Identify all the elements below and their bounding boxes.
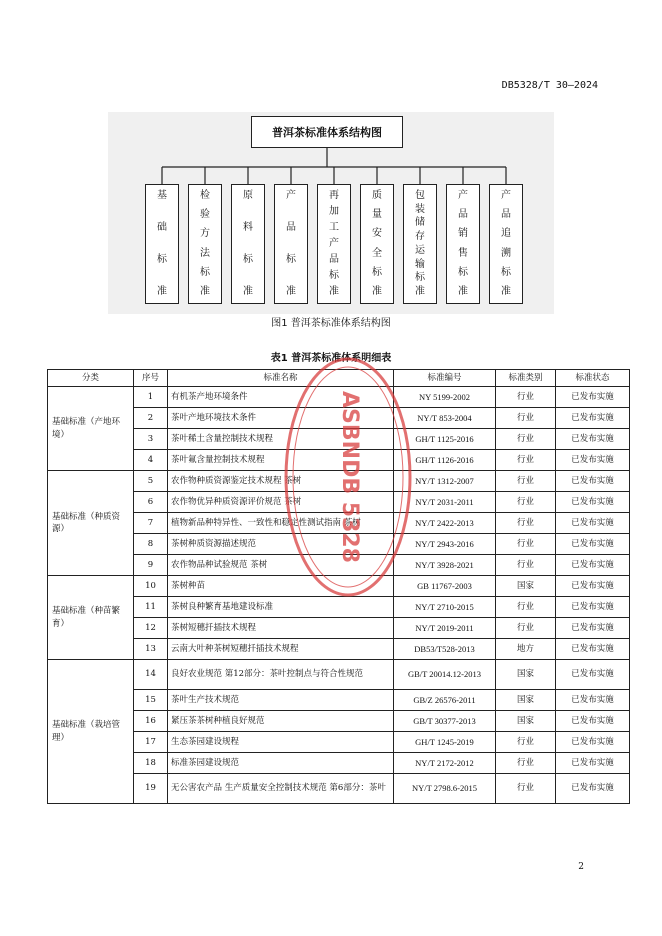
- code-cell: GH/T 1125-2016: [394, 429, 496, 450]
- diagram-child-box: [145, 184, 179, 304]
- status-cell: 已发布实施: [556, 618, 630, 639]
- diagram-child-char: 标: [157, 254, 167, 265]
- seq-cell: 2: [134, 408, 168, 429]
- name-cell: 茶树种苗: [168, 576, 394, 597]
- table-row: [48, 450, 630, 471]
- code-cell: GB/Z 26576-2011: [394, 690, 496, 711]
- diagram-child-char: 溯: [501, 247, 511, 259]
- status-cell: 已发布实施: [556, 429, 630, 450]
- diagram-child-char: 产: [286, 190, 296, 201]
- type-cell: 行业: [496, 534, 556, 555]
- table-row: [48, 660, 630, 690]
- type-cell: 行业: [496, 753, 556, 774]
- type-cell: 行业: [496, 471, 556, 492]
- diagram-child-char: 量: [372, 209, 382, 221]
- seq-cell: 9: [134, 555, 168, 576]
- seq-cell: 8: [134, 534, 168, 555]
- diagram-child-char: 料: [243, 222, 253, 233]
- table-caption: 表1 普洱茶标准体系明细表: [270, 353, 392, 364]
- status-cell: 已发布实施: [556, 450, 630, 471]
- seq-cell: 3: [134, 429, 168, 450]
- diagram-child-char: 标: [458, 266, 468, 278]
- diagram-child-char: 再: [329, 190, 339, 201]
- table-row: [48, 492, 630, 513]
- diagram-child-char: 产: [458, 190, 468, 201]
- category-cell: 基础标准（产地环境）: [48, 387, 134, 471]
- code-cell: NY/T 2422-2013: [394, 513, 496, 534]
- status-cell: 已发布实施: [556, 690, 630, 711]
- diagram-child-char: 检: [200, 190, 210, 201]
- diagram-child-char: 准: [286, 286, 296, 297]
- name-cell: 农作物品种试验规范 茶树: [168, 555, 394, 576]
- table-row: [48, 387, 630, 408]
- table-row: [48, 711, 630, 732]
- diagram-child-char: 包: [415, 190, 425, 201]
- table-row: [48, 732, 630, 753]
- code-cell: GB 11767-2003: [394, 576, 496, 597]
- code-cell: NY/T 3928-2021: [394, 555, 496, 576]
- status-cell: 已发布实施: [556, 753, 630, 774]
- diagram-child-char: 准: [157, 286, 167, 297]
- diagram-child-char: 准: [329, 286, 339, 297]
- diagram-child-char: 标: [243, 254, 253, 265]
- table-row: [48, 690, 630, 711]
- diagram-child-char: 原: [243, 190, 253, 201]
- seq-cell: 4: [134, 450, 168, 471]
- diagram-child-char: 储: [415, 217, 425, 229]
- status-cell: 已发布实施: [556, 492, 630, 513]
- diagram-child-char: 标: [415, 272, 425, 284]
- header-name: 标准名称: [168, 370, 394, 387]
- structure-diagram: [108, 112, 554, 314]
- name-cell: 植物新品种特异性、一致性和稳定性测试指南 茶树: [168, 513, 394, 534]
- table-row: [48, 555, 630, 576]
- diagram-child-char: 存: [415, 231, 425, 243]
- type-cell: 国家: [496, 576, 556, 597]
- diagram-child-box: [360, 184, 394, 304]
- code-cell: NY/T 2710-2015: [394, 597, 496, 618]
- code-cell: GB/T 20014.12-2013: [394, 660, 496, 690]
- status-cell: 已发布实施: [556, 711, 630, 732]
- code-cell: NY/T 853-2004: [394, 408, 496, 429]
- status-cell: 已发布实施: [556, 387, 630, 408]
- diagram-child-char: 工: [329, 222, 339, 233]
- code-cell: GH/T 1245-2019: [394, 732, 496, 753]
- seq-cell: 16: [134, 711, 168, 732]
- seq-cell: 19: [134, 774, 168, 804]
- header-category: 分类: [48, 370, 134, 387]
- category-cell: 基础标准（种质资源）: [48, 471, 134, 576]
- type-cell: 行业: [496, 429, 556, 450]
- diagram-child-char: 准: [372, 285, 382, 297]
- name-cell: 茶树短穗扦插技术规程: [168, 618, 394, 639]
- status-cell: 已发布实施: [556, 597, 630, 618]
- seq-cell: 10: [134, 576, 168, 597]
- diagram-child-box: [446, 184, 480, 304]
- diagram-child-char: 标: [200, 266, 210, 278]
- status-cell: 已发布实施: [556, 555, 630, 576]
- diagram-child-char: 准: [415, 285, 425, 297]
- svg-text:ASBNDB 5328: ASBNDB 5328: [337, 391, 362, 563]
- diagram-child-char: 准: [200, 285, 210, 297]
- name-cell: 茶树种质资源描述规范: [168, 534, 394, 555]
- seq-cell: 11: [134, 597, 168, 618]
- diagram-child-char: 标: [372, 266, 382, 278]
- code-cell: NY/T 2943-2016: [394, 534, 496, 555]
- diagram-child-box: [188, 184, 222, 304]
- status-cell: 已发布实施: [556, 774, 630, 804]
- name-cell: 茶叶产地环境技术条件: [168, 408, 394, 429]
- name-cell: 云南大叶种茶树短穗扦插技术规程: [168, 639, 394, 660]
- status-cell: 已发布实施: [556, 408, 630, 429]
- name-cell: 农作物优异种质资源评价规范 茶树: [168, 492, 394, 513]
- seq-cell: 12: [134, 618, 168, 639]
- diagram-child-char: 品: [329, 254, 339, 265]
- name-cell: 紧压茶茶树种植良好规范: [168, 711, 394, 732]
- type-cell: 行业: [496, 408, 556, 429]
- page-number: 2: [578, 862, 584, 872]
- table-row: [48, 597, 630, 618]
- document-code: DB5328/T 30—2024: [501, 80, 598, 91]
- type-cell: 行业: [496, 732, 556, 753]
- name-cell: 标准茶园建设规范: [168, 753, 394, 774]
- diagram-child-char: 安: [372, 228, 382, 240]
- diagram-child-char: 基: [157, 190, 167, 201]
- status-cell: 已发布实施: [556, 534, 630, 555]
- table-row: [48, 408, 630, 429]
- diagram-child-char: 准: [501, 285, 511, 297]
- diagram-child-char: 输: [415, 258, 425, 270]
- code-cell: NY/T 2798.6-2015: [394, 774, 496, 804]
- diagram-child-char: 售: [458, 247, 468, 259]
- table-row: [48, 513, 630, 534]
- status-cell: 已发布实施: [556, 471, 630, 492]
- diagram-child-char: 产: [501, 190, 511, 201]
- seq-cell: 6: [134, 492, 168, 513]
- seq-cell: 15: [134, 690, 168, 711]
- diagram-child-box: [317, 184, 351, 304]
- type-cell: 行业: [496, 555, 556, 576]
- diagram-child-box: [489, 184, 523, 304]
- code-cell: NY/T 1312-2007: [394, 471, 496, 492]
- name-cell: 茶树良种繁育基地建设标准: [168, 597, 394, 618]
- diagram-child-char: 准: [458, 285, 468, 297]
- diagram-child-char: 追: [501, 228, 511, 240]
- type-cell: 行业: [496, 492, 556, 513]
- type-cell: 国家: [496, 660, 556, 690]
- category-cell: 基础标准（种苗繁育）: [48, 576, 134, 660]
- name-cell: 良好农业规范 第12部分：茶叶控制点与符合性规范: [168, 660, 394, 690]
- code-cell: DB53/T528-2013: [394, 639, 496, 660]
- code-cell: GB/T 30377-2013: [394, 711, 496, 732]
- diagram-child-char: 品: [458, 209, 468, 221]
- diagram-child-box: [403, 184, 437, 304]
- status-cell: 已发布实施: [556, 513, 630, 534]
- diagram-child-char: 础: [157, 222, 167, 233]
- code-cell: NY/T 2019-2011: [394, 618, 496, 639]
- code-cell: NY/T 2031-2011: [394, 492, 496, 513]
- type-cell: 地方: [496, 639, 556, 660]
- type-cell: 国家: [496, 690, 556, 711]
- name-cell: 茶叶生产技术规范: [168, 690, 394, 711]
- seq-cell: 5: [134, 471, 168, 492]
- diagram-child-char: 运: [415, 244, 425, 256]
- table-header-row: [48, 370, 630, 387]
- table-row: [48, 471, 630, 492]
- table-row: [48, 576, 630, 597]
- seq-cell: 13: [134, 639, 168, 660]
- diagram-root-box: 普洱茶标准体系结构图: [251, 116, 403, 148]
- diagram-child-char: 标: [501, 266, 511, 278]
- name-cell: 农作物种质资源鉴定技术规程 茶树: [168, 471, 394, 492]
- seq-cell: 17: [134, 732, 168, 753]
- status-cell: 已发布实施: [556, 639, 630, 660]
- diagram-child-char: 品: [501, 209, 511, 221]
- diagram-child-char: 准: [243, 286, 253, 297]
- seq-cell: 14: [134, 660, 168, 690]
- diagram-child-char: 全: [372, 247, 382, 259]
- diagram-child-char: 质: [372, 190, 382, 201]
- diagram-child-char: 验: [200, 209, 210, 221]
- diagram-child-char: 销: [458, 228, 468, 240]
- seq-cell: 1: [134, 387, 168, 408]
- code-cell: NY 5199-2002: [394, 387, 496, 408]
- table-row: [48, 429, 630, 450]
- figure-caption: 图1 普洱茶标准体系结构图: [271, 318, 391, 329]
- table-row: [48, 774, 630, 804]
- diagram-child-char: 法: [200, 247, 210, 259]
- diagram-child-char: 产: [329, 238, 339, 249]
- standards-table: [47, 369, 630, 804]
- type-cell: 行业: [496, 450, 556, 471]
- status-cell: 已发布实施: [556, 732, 630, 753]
- category-cell: 基础标准（栽培管理）: [48, 660, 134, 804]
- diagram-child-char: 装: [415, 203, 425, 215]
- diagram-child-char: 标: [329, 270, 339, 281]
- table-row: [48, 753, 630, 774]
- diagram-child-char: 标: [286, 254, 296, 265]
- table-row: [48, 639, 630, 660]
- header-status: 标准状态: [556, 370, 630, 387]
- type-cell: 行业: [496, 618, 556, 639]
- type-cell: 行业: [496, 513, 556, 534]
- type-cell: 行业: [496, 387, 556, 408]
- diagram-child-char: 品: [286, 222, 296, 233]
- name-cell: 无公害农产品 生产质量安全控制技术规范 第6部分：茶叶: [168, 774, 394, 804]
- seq-cell: 18: [134, 753, 168, 774]
- name-cell: 生态茶园建设规程: [168, 732, 394, 753]
- diagram-child-char: 方: [200, 228, 210, 240]
- type-cell: 行业: [496, 597, 556, 618]
- name-cell: 有机茶产地环境条件: [168, 387, 394, 408]
- code-cell: NY/T 2172-2012: [394, 753, 496, 774]
- header-type: 标准类别: [496, 370, 556, 387]
- diagram-child-char: 加: [329, 206, 339, 217]
- header-seq: 序号: [134, 370, 168, 387]
- seq-cell: 7: [134, 513, 168, 534]
- status-cell: 已发布实施: [556, 576, 630, 597]
- type-cell: 行业: [496, 774, 556, 804]
- name-cell: 茶叶稀土含量控制技术规程: [168, 429, 394, 450]
- name-cell: 茶叶氟含量控制技术规程: [168, 450, 394, 471]
- diagram-child-box: [231, 184, 265, 304]
- diagram-child-box: [274, 184, 308, 304]
- code-cell: GH/T 1126-2016: [394, 450, 496, 471]
- table-row: [48, 534, 630, 555]
- type-cell: 国家: [496, 711, 556, 732]
- status-cell: 已发布实施: [556, 660, 630, 690]
- header-code: 标准编号: [394, 370, 496, 387]
- table-row: [48, 618, 630, 639]
